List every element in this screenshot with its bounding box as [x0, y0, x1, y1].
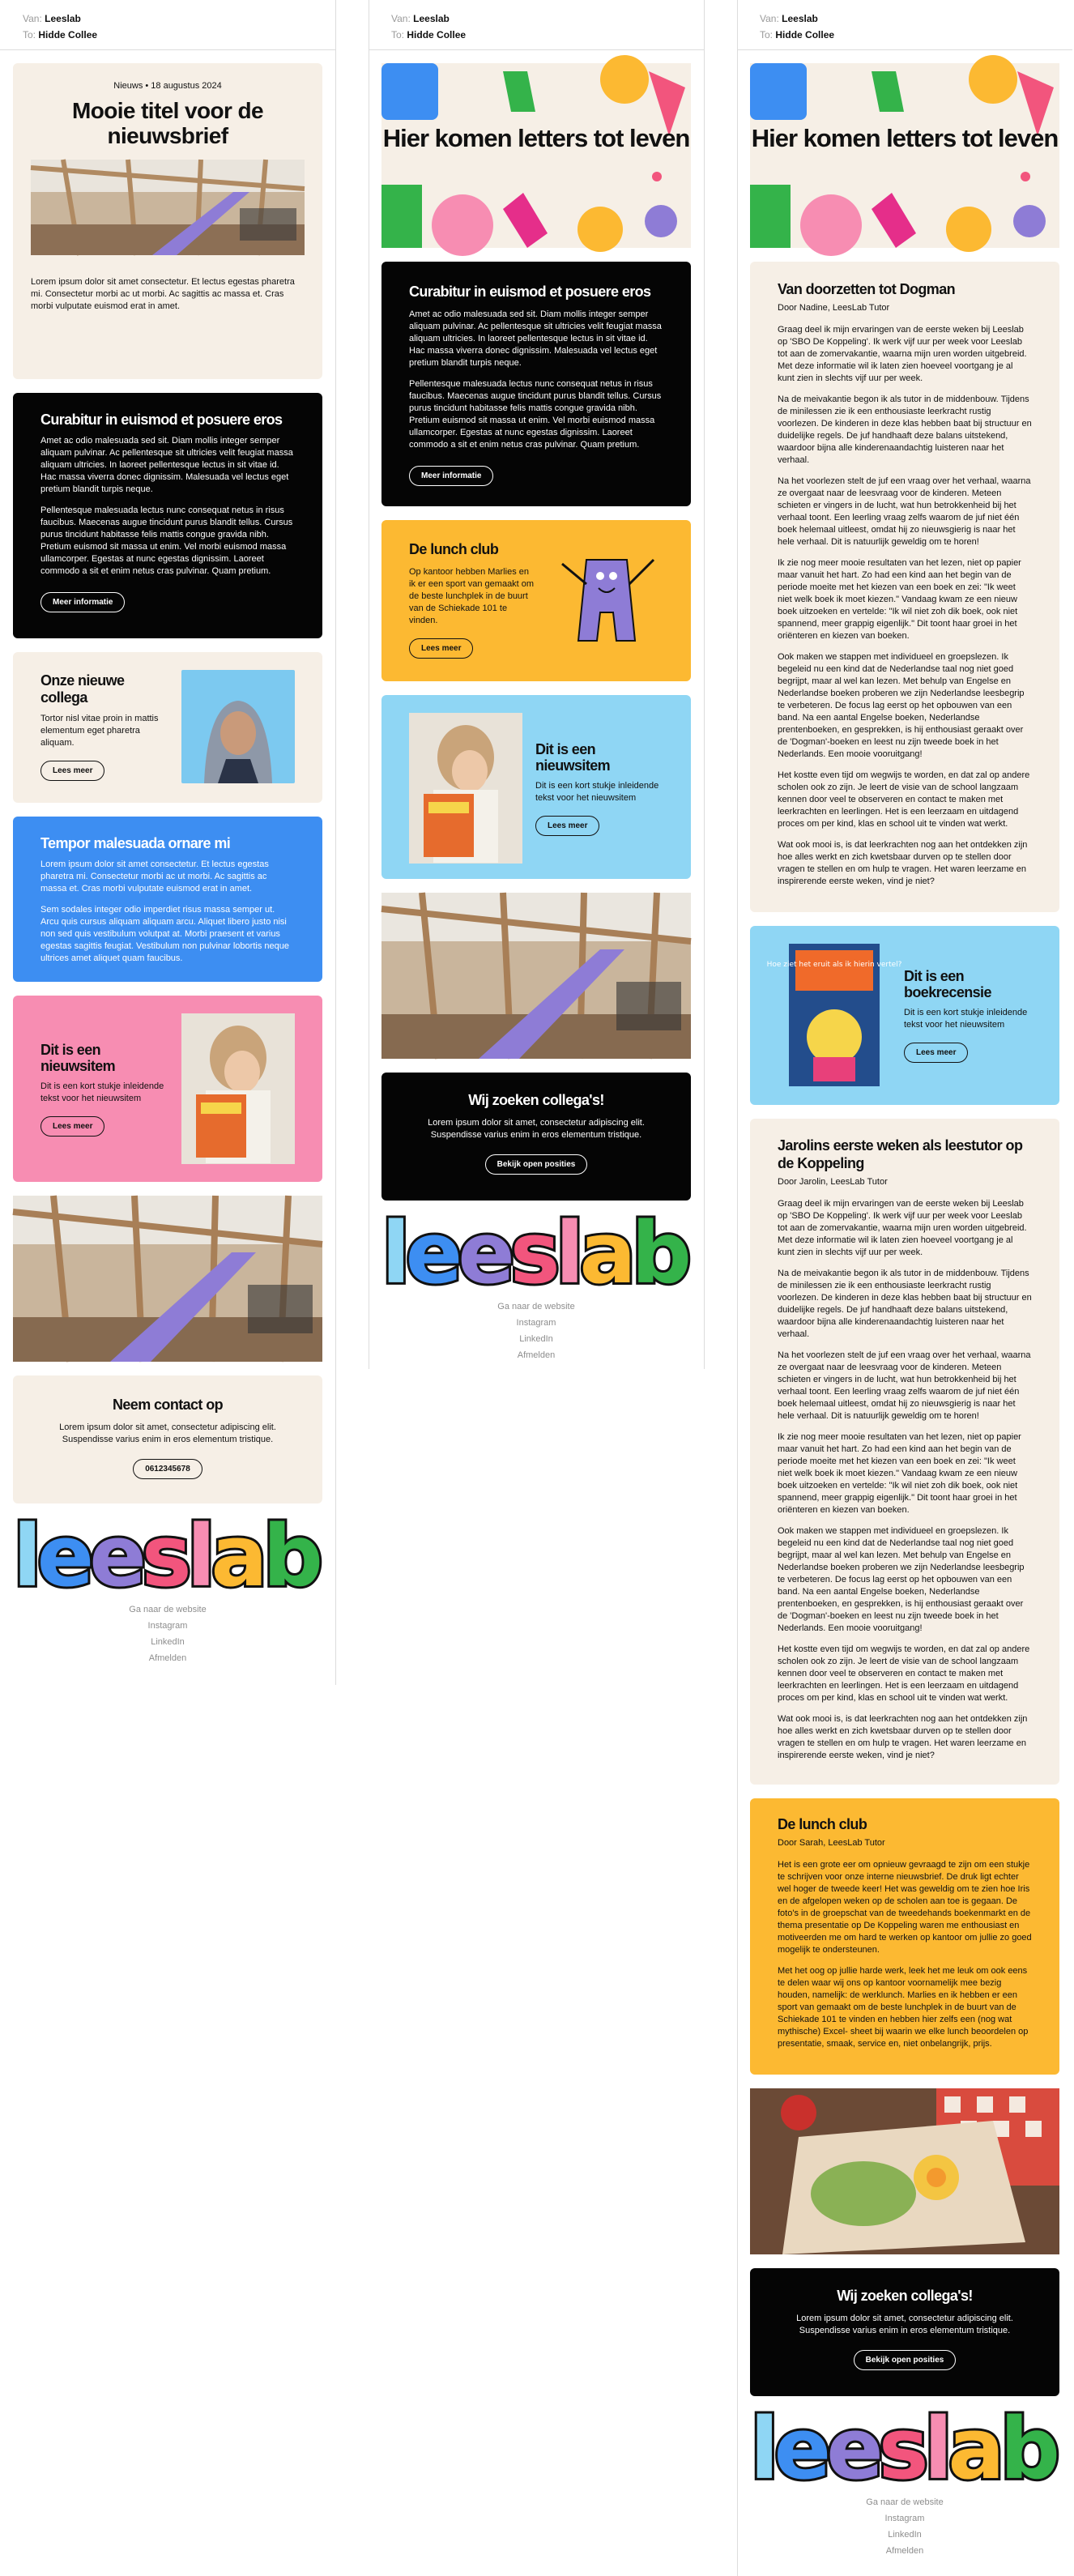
leeslab-logo — [13, 1507, 322, 1606]
recipient: Hidde Collee — [407, 29, 467, 41]
phone-button[interactable]: 0612345678 — [133, 1459, 202, 1479]
leeslab-logo — [750, 2399, 1059, 2498]
website-link[interactable]: Ga naar de website — [866, 2497, 944, 2507]
contact-card: Neem contact op Lorem ipsum dolor sit amet, consectetur adipiscing elit. Suspendisse varius enim in eros elementum tristique. 0612345678 — [13, 1375, 322, 1503]
sender: Leeslab — [413, 13, 450, 24]
read-more-button[interactable]: Lees meer — [409, 638, 473, 659]
colleague-card: Onze nieuwe collega Tortor nisl vitae proin in mattis elementum eget pharetra aliquam. Lees meer — [13, 652, 322, 803]
lunch-photo — [750, 2088, 1059, 2254]
svg-text:leeslab: leeslab — [13, 1507, 318, 1606]
article-title: Van doorzetten tot Dogman — [778, 281, 956, 297]
linkedin-link[interactable]: LinkedIn — [519, 1334, 553, 1344]
vacancies-card: Wij zoeken collega's! Lorem ipsum dolor sit amet, consectetur adipiscing elit. Suspendisse varius enim in eros elementum tristique. Bekijk open posities — [750, 2268, 1059, 2396]
more-info-button[interactable]: Meer informatie — [409, 466, 493, 486]
article-card: Van doorzetten tot Dogman Door Nadine, LeesLab Tutor Graag deel ik mijn ervaringen van de eerste weken bij Leeslab op 'SBO De Koppeling'. Ik werk vijf uur per week voor Leeslab tot aan de zomervakantie, waarna mijn uren worden uitgebreid. Met deze informatie wil ik laten zien hoeveel voortgang je al kunt zien in slechts vijf uur per week. Na de meivakantie begon ik als tutor in de middenbouw. Tijdens de minilessen zie ik een enthousiaste leerkracht rustig voorlezen. De kinderen in deze klas hebben baat bij structuur en duidelijke regels. De juf handhaaft deze balans uitstekend, waardoor bijna alle kinderenaandachtig luisteren naar het verhaal. Na het voorlezen stelt de juf een vraag over het verhaal, waarna ze overgaat naar de leesvraag voor de kinderen. Meteen schieten er vingers in de lucht, wat hun betrokkenheid bij het verhaal toont. Een leerling vraag zelfs waarom de juf niet één boek helemaal uitleest, omdat hij zo nieuwsgierig is naar het hele verhaal. Dit is natuurlijk geweldig om te horen! Ik zie nog meer mooie resultaten van het lezen, niet op papier maar vanuit het hart. Zo had een kind aan het begin van de periode moeite met het kiezen van een boek en zei: "Ik weet niet welk boek ik moet kiezen." Vandaag kwam ze een nieuw boek uitzoeken en vertelde: "Ik wil niet zoh dik boek, ook niet spannend, meer grappig eigenlijk." Dit toont haar groei in het oriënteren en kiezen van boeken. Ook maken we stappen met individueel en groepslezen. Ik begeleid nu een kind dat de Nederlandse taal nog niet goed begrijpt, maar al wel kan lezen. Met behulp van Engelse en Nederlandse boeken proberen we zijn Nederlandse leesbegrip te verbeteren. De focus lag eerst op het opbouwen van een band. Na een aantal Engelse boeken, Nederlandse prentenboeken, en gesprekken, is hij enthousiast geraakt over de 'Dogman'-boeken en leest nu zijn tweede boek in het Nederlands. Een mooie vooruitgang! Het kostte even tijd om wegwijs te worden, en dat zal op andere scholen ook zo zijn. Je leert de visie van de school langzaam kennen door veel te observeren en contact te maken met leerkrachten en leerlingen. Het is een leerzaam en uitdagend proces om per kind, klas en school uit te vinden wat werkt. Wat ook mooi is, is dat leerkrachten nog aan het ontdekken zijn hoe alles werkt en zich kwetsbaar durven op te stellen door vragen te stellen en om hulp te vragen. Het waren leerzame en inspirerende eerste weken, vind je niet? — [750, 262, 1059, 912]
instagram-link[interactable]: Instagram — [516, 1318, 556, 1328]
unsubscribe-link[interactable]: Afmelden — [885, 2546, 924, 2556]
news-card: Dit is een nieuwsitem Dit is een kort stukje inleidende tekst voor het nieuwsitem Lees meer — [381, 695, 691, 879]
contact-title: Neem contact op — [112, 1397, 224, 1413]
intro-text: Lorem ipsum dolor sit amet consectetur. Et lectus egestas pharetra mi. Consectetur morbi ac ut morbi. Ac sagittis ac massa et. Cras morbi vulputate euismod erat in amet. — [31, 277, 295, 311]
leeslab-logo — [381, 1204, 691, 1303]
colleague-title: Onze nieuwe collega — [40, 672, 125, 706]
newsletter-intro-card — [13, 63, 322, 379]
open-positions-button[interactable]: Bekijk open posities — [485, 1154, 588, 1175]
read-more-button[interactable]: Lees meer — [40, 761, 104, 781]
instagram-link[interactable]: Instagram — [147, 1621, 188, 1631]
linkedin-link[interactable]: LinkedIn — [888, 2530, 922, 2540]
instagram-link[interactable]: Instagram — [884, 2514, 925, 2523]
footer — [750, 2494, 1059, 2559]
article-title: Curabitur in euismod et posuere eros — [40, 412, 283, 428]
footer — [13, 1601, 322, 1666]
email-header: Van: Leeslab To: Hidde Collee — [737, 0, 1072, 50]
sender: Leeslab — [782, 13, 818, 24]
read-more-button[interactable]: Lees meer — [904, 1043, 968, 1063]
atrium-photo — [13, 1196, 322, 1362]
lunch-club-article: De lunch club Door Sarah, LeesLab Tutor Het is een grote eer om opnieuw gevraagd te zijn om een stukje te schrijven voor onze interne nieuwsbrief. De druk ligt echter wel hoger de tweede keer! Het was geweldig om te zien hoe Iris en de afgelopen weken op de scholen aan toe is gegaan. De foto's in de groepschat van de tweedehands boekenmarkt en de thema presentatie op De Koppeling waren me enthousiast en motiveerden me om hard te werken op kantoor om jullie zo goed mogelijk te ondersteunen. Met het oog op jullie harde werk, leek het me leuk om ook eens te delen waar wij ons op kantoor voornamelijk mee bezig houden, namelijk: de werklunch. Marlies en ik hebben er een sport van gemaakt om de beste lunchplek in de buurt van de Schiekade 101 te vinden en hebben hier zelfs een (nog wat mythische) Excel- sheet bij waarin we elke lunch beoordelen op presentatie, smaak, service en, niet onbelangrijk, prijs. — [750, 1798, 1059, 2075]
black-article-card: Curabitur in euismod et posuere eros Amet ac odio malesuada sed sit. Diam mollis integer semper aliquam pulvinar. Ac pellentesque sit ultricies velit feugiat massa aliquam ultricies. In laoreet pellentesque lectus in sit vitae id. Hac massa viverra donec dignissim. Malesuada vel lectus eget pretium blandit turpis neque. Pellentesque malesuada lectus nunc consequat netus in risus faucibus. Maecenas augue tincidunt purus blandit tellus. Cursus purus tincidunt habitasse felis mattis congue gravida nibh. Pretium euismod sit massa ut enim. Vel morbi euismod massa ullamcorper. Egestas at nunc egestas dignissim. Laoreet commodo a sit et enim netus cras pulvinar. Quam pretium. Meer informatie — [381, 262, 691, 506]
news-meta: Nieuws • 18 augustus 2024 — [113, 81, 222, 91]
unsubscribe-link[interactable]: Afmelden — [517, 1350, 556, 1360]
book-review-card: Hoe ziet het eruit als ik hierin vertel? Dit is een boekrecensie Dit is een kort stukje inleidende tekst voor het nieuwsitem Lees meer — [750, 926, 1059, 1105]
black-article-card: Curabitur in euismod et posuere eros Amet ac odio malesuada sed sit. Diam mollis integer semper aliquam pulvinar. Ac pellentesque sit ultricies velit feugiat massa aliquam ultricies. In laoreet pellentesque lectus in sit vitae id. Hac massa viverra donec dignissim. Malesuada vel lectus eget pretium blandit turpis neque. Pellentesque malesuada lectus nunc consequat netus in risus faucibus. Maecenas augue tincidunt purus blandit tellus. Cursus purus tincidunt habitasse felis mattis congue gravida nibh. Pretium euismod sit massa ut enim. Vel morbi euismod massa ullamcorper. Egestas at nunc egestas dignissim. Laoreet commodo a sit et enim netus cras pulvinar. Quam pretium. Meer informatie — [13, 393, 322, 638]
open-positions-button[interactable]: Bekijk open posities — [854, 2350, 957, 2370]
article-card: Jarolins eerste weken als leestutor op de Koppeling Door Jarolin, LeesLab Tutor Graag deel ik mijn ervaringen van de eerste weken bij Leeslab op 'SBO De Koppeling'. Ik werk vijf uur per week voor Leeslab tot aan de zomervakantie, waarna mijn uren worden uitgebreid. Met deze informatie wil ik laten zien hoeveel voortgang je al kunt zien in slechts vijf uur per week. Na de meivakantie begon ik als tutor in de middenbouw. Tijdens de minilessen zie ik een enthousiaste leerkracht rustig voorlezen. De kinderen in deze klas hebben baat bij structuur en duidelijke regels. De juf handhaaft deze balans uitstekend, waardoor bijna alle kinderenaandachtig luisteren naar het verhaal. Na het voorlezen stelt de juf een vraag over het verhaal, waarna ze overgaat naar de leesvraag voor de kinderen. Meteen schieten er vingers in de lucht, wat hun betrokkenheid bij het verhaal toont. Een leerling vraag zelfs waarom de juf niet één boek helemaal uitleest, omdat hij zo nieuwsgierig is naar het hele verhaal. Dit is natuurlijk geweldig om te horen! Ik zie nog meer mooie resultaten van het lezen, niet op papier maar vanuit het hart. Zo had een kind aan het begin van de periode moeite met het kiezen van een boek en zei: "Ik weet niet welk boek ik moet kiezen." Vandaag kwam ze een nieuw boek uitzoeken en vertelde: "Ik wil niet zoh dik boek, ook niet spannend, meer grappig eigenlijk." Dit toont haar groei in het oriënteren en kiezen van boeken. Ook maken we stappen met individueel en groepslezen. Ik begeleid nu een kind dat de Nederlandse taal nog niet goed begrijpt, maar al wel kan lezen. Met behulp van Engelse en Nederlandse boeken proberen we zijn Nederlandse leesbegrip te verbeteren. De focus lag eerst op het opbouwen van een band. Na een aantal Engelse boeken, Nederlandse prentenboeken, en gesprekken, is hij enthousiast geraakt over de 'Dogman'-boeken en leest nu zijn tweede boek in het Nederlands. Een mooie vooruitgang! Het kostte even tijd om wegwijs te worden, en dat zal op andere scholen ook zo zijn. Je leert de visie van de school langzaam kennen door veel te observeren en contact te maken met leerkrachten en leerlingen. Het is een leerzaam en uitdagend proces om per kind, klas en school uit te vinden wat werkt. Wat ook mooi is, is dat leerkrachten nog aan het ontdekken zijn hoe alles werkt en zich kwetsbaar durven op te stellen door vragen te stellen en om hulp te vragen. Het waren leerzame en inspirerende eerste weken, vind je niet? — [750, 1119, 1059, 1785]
read-more-button[interactable]: Lees meer — [535, 816, 599, 836]
website-link[interactable]: Ga naar de website — [497, 1302, 575, 1311]
email-preview-3 — [737, 0, 1072, 2576]
sender: Leeslab — [45, 13, 81, 24]
newsletter-title: Mooie titel voor de nieuwsbrief — [72, 98, 263, 148]
more-info-button[interactable]: Meer informatie — [40, 592, 125, 612]
atrium-photo — [31, 160, 305, 255]
recipient: Hidde Collee — [775, 29, 835, 41]
reading-child-photo — [181, 1013, 295, 1164]
colleague-avatar — [181, 670, 295, 783]
unsubscribe-link[interactable]: Afmelden — [148, 1653, 187, 1663]
linkedin-link[interactable]: LinkedIn — [151, 1637, 185, 1647]
article-body: Graag deel ik mijn ervaringen van de eerste weken bij Leeslab op 'SBO De Koppeling'. Ik werk vijf uur per week voor Leeslab tot aan de zomervakantie, waarna mijn uren worden uitgebreid. Met deze informatie wil ik laten zien hoeveel voortgang je al kunt zien in slechts vijf uur per week. Na de meivakantie begon ik als tutor in de middenbouw. Tijdens de minilessen zie ik een enthousiaste leerkracht rustig voorlezen. De kinderen in deze klas hebben baat bij structuur en duidelijke regels. De juf handhaaft deze balans uitstekend, waardoor bijna alle kinderenaandachtig luisteren naar het verhaal. Na het voorlezen stelt de juf een vraag over het verhaal, waarna ze overgaat naar de leesvraag voor de kinderen. Meteen schieten er vingers in de lucht, wat hun betrokkenheid bij het verhaal toont. Een leerling vraag zelfs waarom de juf niet één boek helemaal uitleest, omdat hij zo nieuwsgierig is naar het hele verhaal. Dit is natuurlijk geweldig om te horen! Ik zie nog meer mooie resultaten van het lezen, niet op papier maar vanuit het hart. Zo had een kind aan het begin van de periode moeite met het kiezen van een boek en zei: "Ik weet niet welk boek ik moet kiezen." Vandaag kwam ze een nieuw boek uitzoeken en vertelde: "Ik wil niet zoh dik boek, ook niet spannend, meer grappig eigenlijk." Dit toont haar groei in het oriënteren en kiezen van boeken. Ook maken we stappen met individueel en groepslezen. Ik begeleid nu een kind dat de Nederlandse taal nog niet goed begrijpt, maar al wel kan lezen. Met behulp van Engelse en Nederlandse boeken proberen we zijn Nederlandse leesbegrip te verbeteren. De focus lag eerst op het opbouwen van een band. Na een aantal Engelse boeken, Nederlandse prentenboeken, en gesprekken, is hij enthousiast geraakt over de 'Dogman'-boeken en leest nu zijn tweede boek in het Nederlands. Een mooie vooruitgang! Het kostte even tijd om wegwijs te worden, en dat zal op andere scholen ook zo zijn. Je leert de visie van de school langzaam kennen door veel te observeren en contact te maken met leerkrachten en leerlingen. Het is een leerzaam en uitdagend proces om per kind, klas en school uit te vinden wat werkt. Wat ook mooi is, is dat leerkrachten nog aan het ontdekken zijn hoe alles werkt en zich kwetsbaar durven op te stellen door vragen te stellen en om hulp te vragen. Het waren leerzame en inspirerende eerste weken, vind je niet? — [778, 325, 1032, 886]
hero-heading: Hier komen letters tot leven — [382, 124, 690, 152]
footer — [381, 1299, 691, 1363]
email-header: Van: Leeslab To: Hidde Collee — [369, 0, 704, 50]
pink-news-card: Dit is een nieuwsitem Dit is een kort stukje inleidende tekst voor het nieuwsitem Lees meer — [13, 996, 322, 1182]
website-link[interactable]: Ga naar de website — [129, 1605, 207, 1614]
atrium-photo — [381, 893, 691, 1059]
reading-child-photo — [409, 713, 522, 864]
email-header: Van: Leeslab To: Hidde Collee — [0, 0, 335, 50]
article-body: Graag deel ik mijn ervaringen van de eerste weken bij Leeslab op 'SBO De Koppeling'. Ik werk vijf uur per week voor Leeslab tot aan de zomervakantie, waarna mijn uren worden uitgebreid. Met deze informatie wil ik laten zien hoeveel voortgang je al kunt zien in slechts vijf uur per week. Na de meivakantie begon ik als tutor in de middenbouw. Tijdens de minilessen zie ik een enthousiaste leerkracht rustig voorlezen. De kinderen in deze klas hebben baat bij structuur en duidelijke regels. De juf handhaaft deze balans uitstekend, waardoor bijna alle kinderenaandachtig luisteren naar het verhaal. Na het voorlezen stelt de juf een vraag over het verhaal, waarna ze overgaat naar de leesvraag voor de kinderen. Meteen schieten er vingers in de lucht, wat hun betrokkenheid bij het verhaal toont. Een leerling vraag zelfs waarom de juf niet één boek helemaal uitleest, omdat hij zo nieuwsgierig is naar het hele verhaal. Dit is natuurlijk geweldig om te horen! Ik zie nog meer mooie resultaten van het lezen, niet op papier maar vanuit het hart. Zo had een kind aan het begin van de periode moeite met het kiezen van een boek en zei: "Ik weet niet welk boek ik moet kiezen." Vandaag kwam ze een nieuw boek uitzoeken en vertelde: "Ik wil niet zoh dik boek, ook niet spannend, meer grappig eigenlijk." Dit toont haar groei in het oriënteren en kiezen van boeken. Ook maken we stappen met individueel en groepslezen. Ik begeleid nu een kind dat de Nederlandse taal nog niet goed begrijpt, maar al wel kan lezen. Met behulp van Engelse en Nederlandse boeken proberen we zijn Nederlandse leesbegrip te verbeteren. De focus lag eerst op het opbouwen van een band. Na een aantal Engelse boeken, Nederlandse prentenboeken, en gesprekken, is hij enthousiast geraakt over de 'Dogman'-boeken en leest nu zijn tweede boek in het Nederlands. Een mooie vooruitgang! Het kostte even tijd om wegwijs te worden, en dat zal op andere scholen ook zo zijn. Je leert de visie van de school langzaam kennen door veel te observeren en contact te maken met leerkrachten en leerlingen. Het is een leerzaam en uitdagend proces om per kind, klas en school uit te vinden wat werkt. Wat ook mooi is, is dat leerkrachten nog aan het ontdekken zijn hoe alles werkt en zich kwetsbaar durven op te stellen door vragen te stellen en om hulp te vragen. Het waren leerzame en inspirerende eerste weken, vind je niet? — [778, 1199, 1032, 1760]
lunch-club-card: De lunch club Op kantoor hebben Marlies en ik er een sport van gemaakt om de beste lunchplek in de buurt van de Schiekade 101 te vinden. Lees meer — [381, 520, 691, 681]
email-preview-2 — [369, 0, 704, 2576]
hero-banner — [381, 63, 691, 248]
hero-banner — [750, 63, 1059, 248]
letter-mascot-illustration — [550, 544, 663, 657]
blue-article-card: Tempor malesuada ornare mi Lorem ipsum dolor sit amet consectetur. Et lectus egestas pharetra mi. Consectetur morbi ac ut morbi. Ac sagittis ac massa et. Cras morbi vulputate euismod erat in amet. Sem sodales integer odio imperdiet risus massa semper ut. Arcu quis cursus aliquam aliquam arcu. Aliquet libero justo nisi non sed quis vestibulum volutpat at. Morbi praesent et varius egestas sagittis feugiat. Vestibulum non pulvinar lobortis neque ultrices amet aliquet quam faucibus. — [13, 817, 322, 982]
svg-text:leeslab: leeslab — [381, 1204, 687, 1303]
recipient: Hidde Collee — [38, 29, 98, 41]
email-preview-1 — [0, 0, 335, 2576]
read-more-button[interactable]: Lees meer — [40, 1116, 104, 1137]
hero-heading: Hier komen letters tot leven — [751, 124, 1059, 152]
vacancies-card: Wij zoeken collega's! Lorem ipsum dolor sit amet, consectetur adipiscing elit. Suspendisse varius enim in eros elementum tristique. Bekijk open posities — [381, 1073, 691, 1201]
svg-text:leeslab: leeslab — [750, 2399, 1055, 2498]
book-title-text: Hoe ziet het eruit als ik hierin vertel? — [766, 961, 902, 969]
